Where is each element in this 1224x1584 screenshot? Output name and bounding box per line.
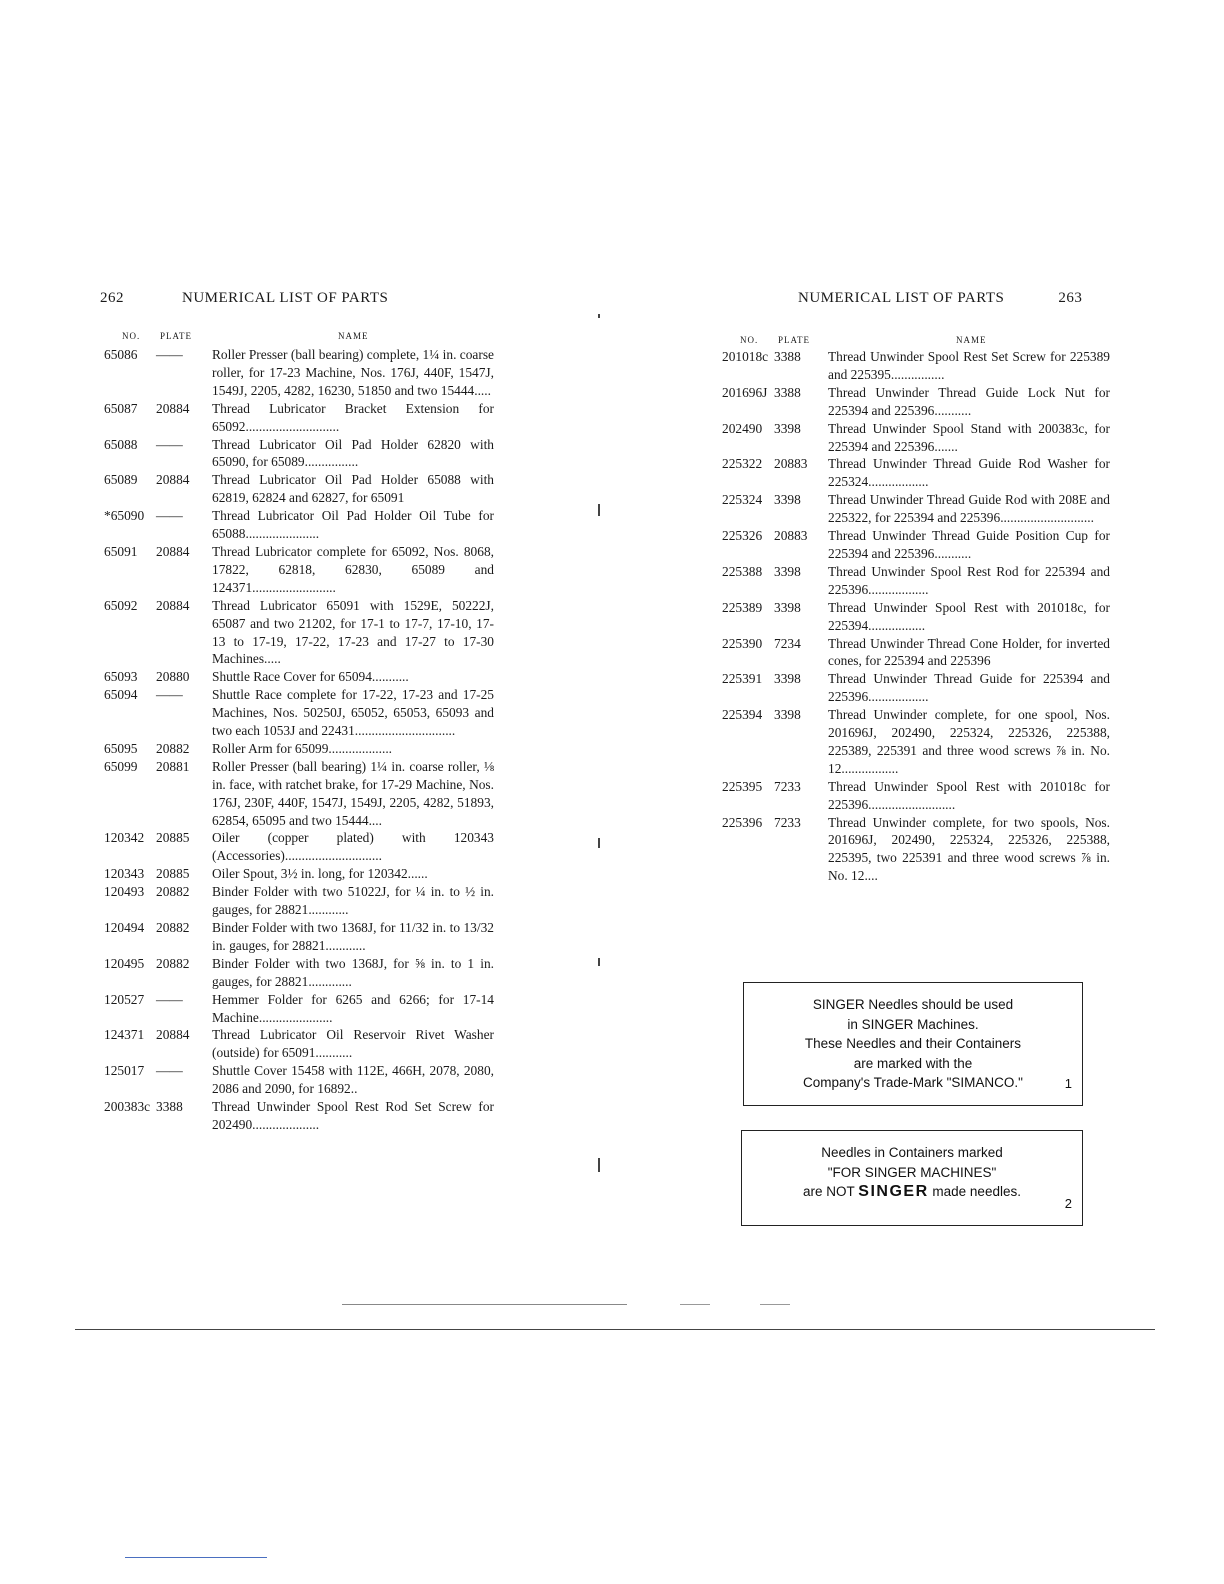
column-header-no: NO. — [122, 331, 141, 341]
list-item — [718, 635, 1118, 671]
part-number: 225388 — [722, 563, 763, 579]
part-number: 65095 — [104, 740, 138, 756]
part-description: Binder Folder with two 51022J, for ¼ in. to ½ in. gauges, for 28821............ — [212, 884, 494, 918]
page-number: 263 — [1058, 290, 1083, 306]
part-number: 65099 — [104, 758, 138, 774]
plate-number: 20883 — [774, 456, 808, 472]
part-number: 65086 — [104, 347, 138, 362]
part-description: Thread Unwinder complete, for one spool, Nos. 201696J, 202490, 225324, 225326, 225388, 225389, 225391 and three wood screws ⅞ in. No. 12................. — [828, 707, 1110, 776]
plate-number: 20885 — [156, 866, 190, 882]
notice-line: Needles in Containers marked — [821, 1145, 1003, 1160]
list-item — [100, 1098, 500, 1134]
list-item — [100, 436, 500, 472]
part-description: Binder Folder with two 1368J, for ⅝ in. to 1 in. gauges, for 28821............. — [212, 955, 494, 989]
list-item — [100, 1062, 500, 1098]
gutter-mark — [598, 504, 600, 516]
part-description: Shuttle Race complete for 17-22, 17-23 and 17-25 Machines, Nos. 50250J, 65052, 65053, 65093 and two each 1053J and 22431.............................. — [212, 687, 494, 739]
part-description: Thread Unwinder Spool Rest with 201018c, for 225394................. — [828, 599, 1110, 633]
notice-line: SINGER Needles should be used — [812, 997, 1014, 1012]
plate-number: —— — [156, 347, 183, 362]
part-number: 225324 — [722, 492, 763, 508]
plate-number: 7233 — [774, 778, 801, 794]
list-item — [100, 919, 500, 955]
notice-number: 2 — [1064, 1196, 1072, 1211]
gutter-mark — [598, 958, 600, 966]
plate-number: 20884 — [156, 472, 190, 488]
dashed-rule — [342, 1304, 627, 1305]
list-item — [100, 668, 500, 686]
part-description: Roller Presser (ball bearing) complete, 1¼ in. coarse roller, for 17-23 Machine, Nos. 176J, 440F, 1547J, 1549J, 2205, 4282, 16230, 51850 and two 15444..... — [212, 347, 494, 398]
part-number: 120494 — [104, 920, 145, 935]
part-description: Roller Presser (ball bearing) 1¼ in. coarse roller, ⅛ in. face, with ratchet brake, for 17-29 Machine, Nos. 176J, 230F, 440F, 1547J, 1549J, 2205, 4282, 51893, 62854, 65095 and two 15444.... — [212, 758, 494, 828]
list-item — [100, 865, 500, 883]
part-number: 65087 — [104, 400, 138, 416]
list-item — [718, 384, 1118, 420]
part-number: 225395 — [722, 778, 763, 794]
plate-number: 20881 — [156, 758, 190, 774]
part-number: 65088 — [104, 436, 138, 452]
notice-box-not-singer — [741, 1130, 1083, 1226]
part-description: Oiler Spout, 3½ in. long, for 120342...... — [212, 866, 428, 882]
part-number: 124371 — [104, 1027, 145, 1043]
part-number: 225391 — [722, 671, 763, 687]
column-header-no: NO. — [740, 335, 759, 345]
plate-number: 3388 — [774, 349, 801, 364]
list-item — [100, 829, 500, 865]
plate-number: 20884 — [156, 543, 190, 559]
gutter-mark — [598, 838, 600, 848]
part-description: Roller Arm for 65099................... — [212, 740, 393, 756]
column-header-plate: PLATE — [778, 335, 810, 345]
part-number: 65093 — [104, 669, 138, 685]
notice-line: These Needles and their Containers — [804, 1036, 1022, 1051]
list-item — [100, 955, 500, 991]
part-number: 120527 — [104, 991, 145, 1007]
notice-line: in SINGER Machines. — [847, 1016, 979, 1032]
part-description: Shuttle Race Cover for 65094........... — [212, 669, 409, 685]
plate-number: 3398 — [774, 599, 801, 615]
list-item — [100, 400, 500, 436]
singer-brand: SINGER — [858, 1183, 929, 1200]
plate-number: 20884 — [156, 597, 190, 613]
parts-list — [718, 348, 1118, 885]
part-number: 120495 — [104, 955, 145, 971]
notice-box-simanco — [743, 982, 1083, 1106]
list-item — [718, 348, 1118, 384]
part-number: 201696J — [722, 384, 768, 400]
part-number: 125017 — [104, 1063, 145, 1079]
part-description: Thread Unwinder Thread Guide Rod with 208E and 225322, for 225394 and 225396............................ — [828, 492, 1110, 526]
part-description: Thread Lubricator Oil Reservoir Rivet Washer (outside) for 65091........... — [212, 1027, 494, 1061]
page-number: 262 — [100, 290, 124, 306]
list-item — [718, 599, 1118, 635]
column-header-plate: PLATE — [160, 331, 192, 341]
part-number: 65091 — [104, 543, 138, 559]
dashed-rule — [760, 1304, 790, 1305]
part-description: Thread Unwinder Spool Rest Set Screw for 225389 and 225395................ — [828, 349, 1110, 382]
list-item — [100, 1026, 500, 1062]
dashed-rule — [680, 1304, 710, 1305]
parts-list — [100, 346, 500, 1134]
page-title: NUMERICAL LIST OF PARTS — [182, 290, 389, 306]
plate-number: 3388 — [774, 384, 801, 400]
part-description: Thread Unwinder Spool Rest with 201018c for 225396.......................... — [828, 778, 1110, 812]
plate-number: —— — [156, 508, 183, 524]
part-description: Thread Lubricator complete for 65092, Nos. 8068, 17822, 62818, 62830, 65089 and 124371......................... — [212, 543, 494, 595]
part-number: 65089 — [104, 472, 138, 488]
notice-line: Company's Trade-Mark "SIMANCO." — [803, 1075, 1023, 1090]
part-description: Thread Lubricator Oil Pad Holder 65088 with 62819, 62824 and 62827, for 65091 — [212, 472, 494, 506]
bottom-rule — [75, 1329, 1155, 1330]
plate-number: 3398 — [774, 420, 801, 436]
list-item — [100, 543, 500, 597]
list-item — [718, 455, 1118, 491]
plate-number: 3398 — [774, 563, 801, 579]
part-number: 225389 — [722, 599, 763, 615]
plate-number: 3398 — [774, 707, 801, 723]
plate-number: 20882 — [156, 884, 190, 900]
plate-number: 20884 — [156, 400, 190, 416]
link-underline — [125, 1557, 267, 1558]
gutter-mark — [598, 1158, 600, 1172]
part-number: 202490 — [722, 420, 763, 436]
gutter-mark — [598, 314, 600, 318]
list-item — [718, 491, 1118, 527]
list-item — [100, 597, 500, 669]
plate-number: 20882 — [156, 955, 190, 971]
part-number: 65094 — [104, 687, 138, 703]
plate-number: 20882 — [156, 740, 190, 756]
part-description: Thread Unwinder Thread Guide Lock Nut for 225394 and 225396........... — [828, 384, 1110, 418]
plate-number: 7234 — [774, 635, 801, 651]
list-item — [100, 686, 500, 740]
part-number: 225322 — [722, 456, 763, 472]
plate-number: 3398 — [774, 492, 801, 508]
list-item — [718, 670, 1118, 706]
column-header-name: NAME — [338, 331, 369, 341]
plate-number: 7233 — [774, 814, 801, 830]
list-item — [100, 740, 500, 758]
list-item — [718, 706, 1118, 778]
list-item — [100, 883, 500, 919]
notice-line: "FOR SINGER MACHINES" — [827, 1164, 997, 1180]
part-description: Thread Unwinder Spool Rest Rod Set Screw for 202490.................... — [212, 1099, 494, 1132]
part-description: Thread Unwinder Spool Rest Rod for 225394 and 225396.................. — [828, 563, 1110, 597]
notice-text: made needles. — [932, 1184, 1021, 1199]
part-description: Binder Folder with two 1368J, for 11/32 in. to 13/32 in. gauges, for 28821............ — [212, 920, 494, 953]
plate-number: —— — [156, 1063, 183, 1079]
plate-number: —— — [156, 687, 183, 703]
list-item — [100, 507, 500, 543]
part-number: 120343 — [104, 866, 145, 882]
notice-text: are NOT — [803, 1184, 855, 1199]
part-number: 120342 — [104, 830, 145, 846]
plate-number: 20883 — [774, 528, 808, 544]
part-number: 225326 — [722, 528, 763, 544]
plate-number: 3398 — [774, 671, 801, 687]
part-number: 65092 — [104, 597, 138, 613]
part-description: Shuttle Cover 15458 with 112E, 466H, 2078, 2080, 2086 and 2090, for 16892.. — [212, 1063, 494, 1097]
list-item — [100, 991, 500, 1027]
plate-number: —— — [156, 436, 183, 452]
part-description: Thread Unwinder Thread Guide Rod Washer for 225324.................. — [828, 456, 1110, 490]
plate-number: —— — [156, 991, 183, 1007]
part-description: Thread Unwinder Spool Stand with 200383c, for 225394 and 225396....... — [828, 420, 1110, 454]
part-description: Thread Unwinder Thread Cone Holder, for inverted cones, for 225394 and 225396 — [828, 635, 1110, 669]
part-number: 120493 — [104, 884, 145, 900]
part-number: 225390 — [722, 635, 763, 651]
list-item — [718, 563, 1118, 599]
part-description: Thread Lubricator Bracket Extension for 65092............................ — [212, 400, 494, 434]
part-number: 225396 — [722, 814, 763, 830]
plate-number: 20882 — [156, 920, 190, 935]
list-item — [100, 471, 500, 507]
part-number: 200383c — [104, 1099, 151, 1115]
notice-number: 1 — [1064, 1076, 1072, 1091]
column-header-name: NAME — [956, 335, 987, 345]
page-title: NUMERICAL LIST OF PARTS — [798, 290, 1005, 306]
part-description: Thread Unwinder complete, for two spools, Nos. 201696J, 202490, 225324, 225326, 225388, 225395, two 225391 and three wood screws ⅞ in. No. 12.... — [828, 814, 1110, 884]
part-number: 225394 — [722, 707, 763, 723]
part-number: *65090 — [104, 508, 145, 524]
part-description: Thread Unwinder Thread Guide Position Cup for 225394 and 225396........... — [828, 528, 1110, 561]
running-head-right — [798, 290, 1082, 307]
list-item — [718, 778, 1118, 814]
notice-line-warning — [742, 1182, 1082, 1202]
notice-line: are marked with the — [853, 1055, 973, 1071]
part-description: Thread Lubricator Oil Pad Holder 62820 with 65090, for 65089................ — [212, 436, 494, 470]
part-description: Thread Lubricator Oil Pad Holder Oil Tube for 65088...................... — [212, 508, 494, 542]
part-description: Oiler (copper plated) with 120343 (Accessories)............................. — [212, 830, 494, 864]
list-item — [718, 814, 1118, 886]
plate-number: 3388 — [156, 1099, 183, 1115]
part-description: Thread Unwinder Thread Guide for 225394 and 225396.................. — [828, 671, 1110, 705]
plate-number: 20884 — [156, 1027, 190, 1043]
part-description: Hemmer Folder for 6265 and 6266; for 17-14 Machine...................... — [212, 991, 494, 1025]
part-number: 201018c — [722, 349, 769, 364]
plate-number: 20880 — [156, 669, 190, 685]
list-item — [718, 527, 1118, 563]
list-item — [718, 420, 1118, 456]
list-item — [100, 346, 500, 400]
plate-number: 20885 — [156, 830, 190, 846]
part-description: Thread Lubricator 65091 with 1529E, 50222J, 65087 and two 21202, for 17-1 to 17-7, 17-10, 17-13 to 17-19, 17-22, 17-23 and 17-27 to 17-30 Machines..... — [212, 597, 494, 667]
list-item — [100, 758, 500, 830]
running-head-left — [100, 290, 388, 307]
